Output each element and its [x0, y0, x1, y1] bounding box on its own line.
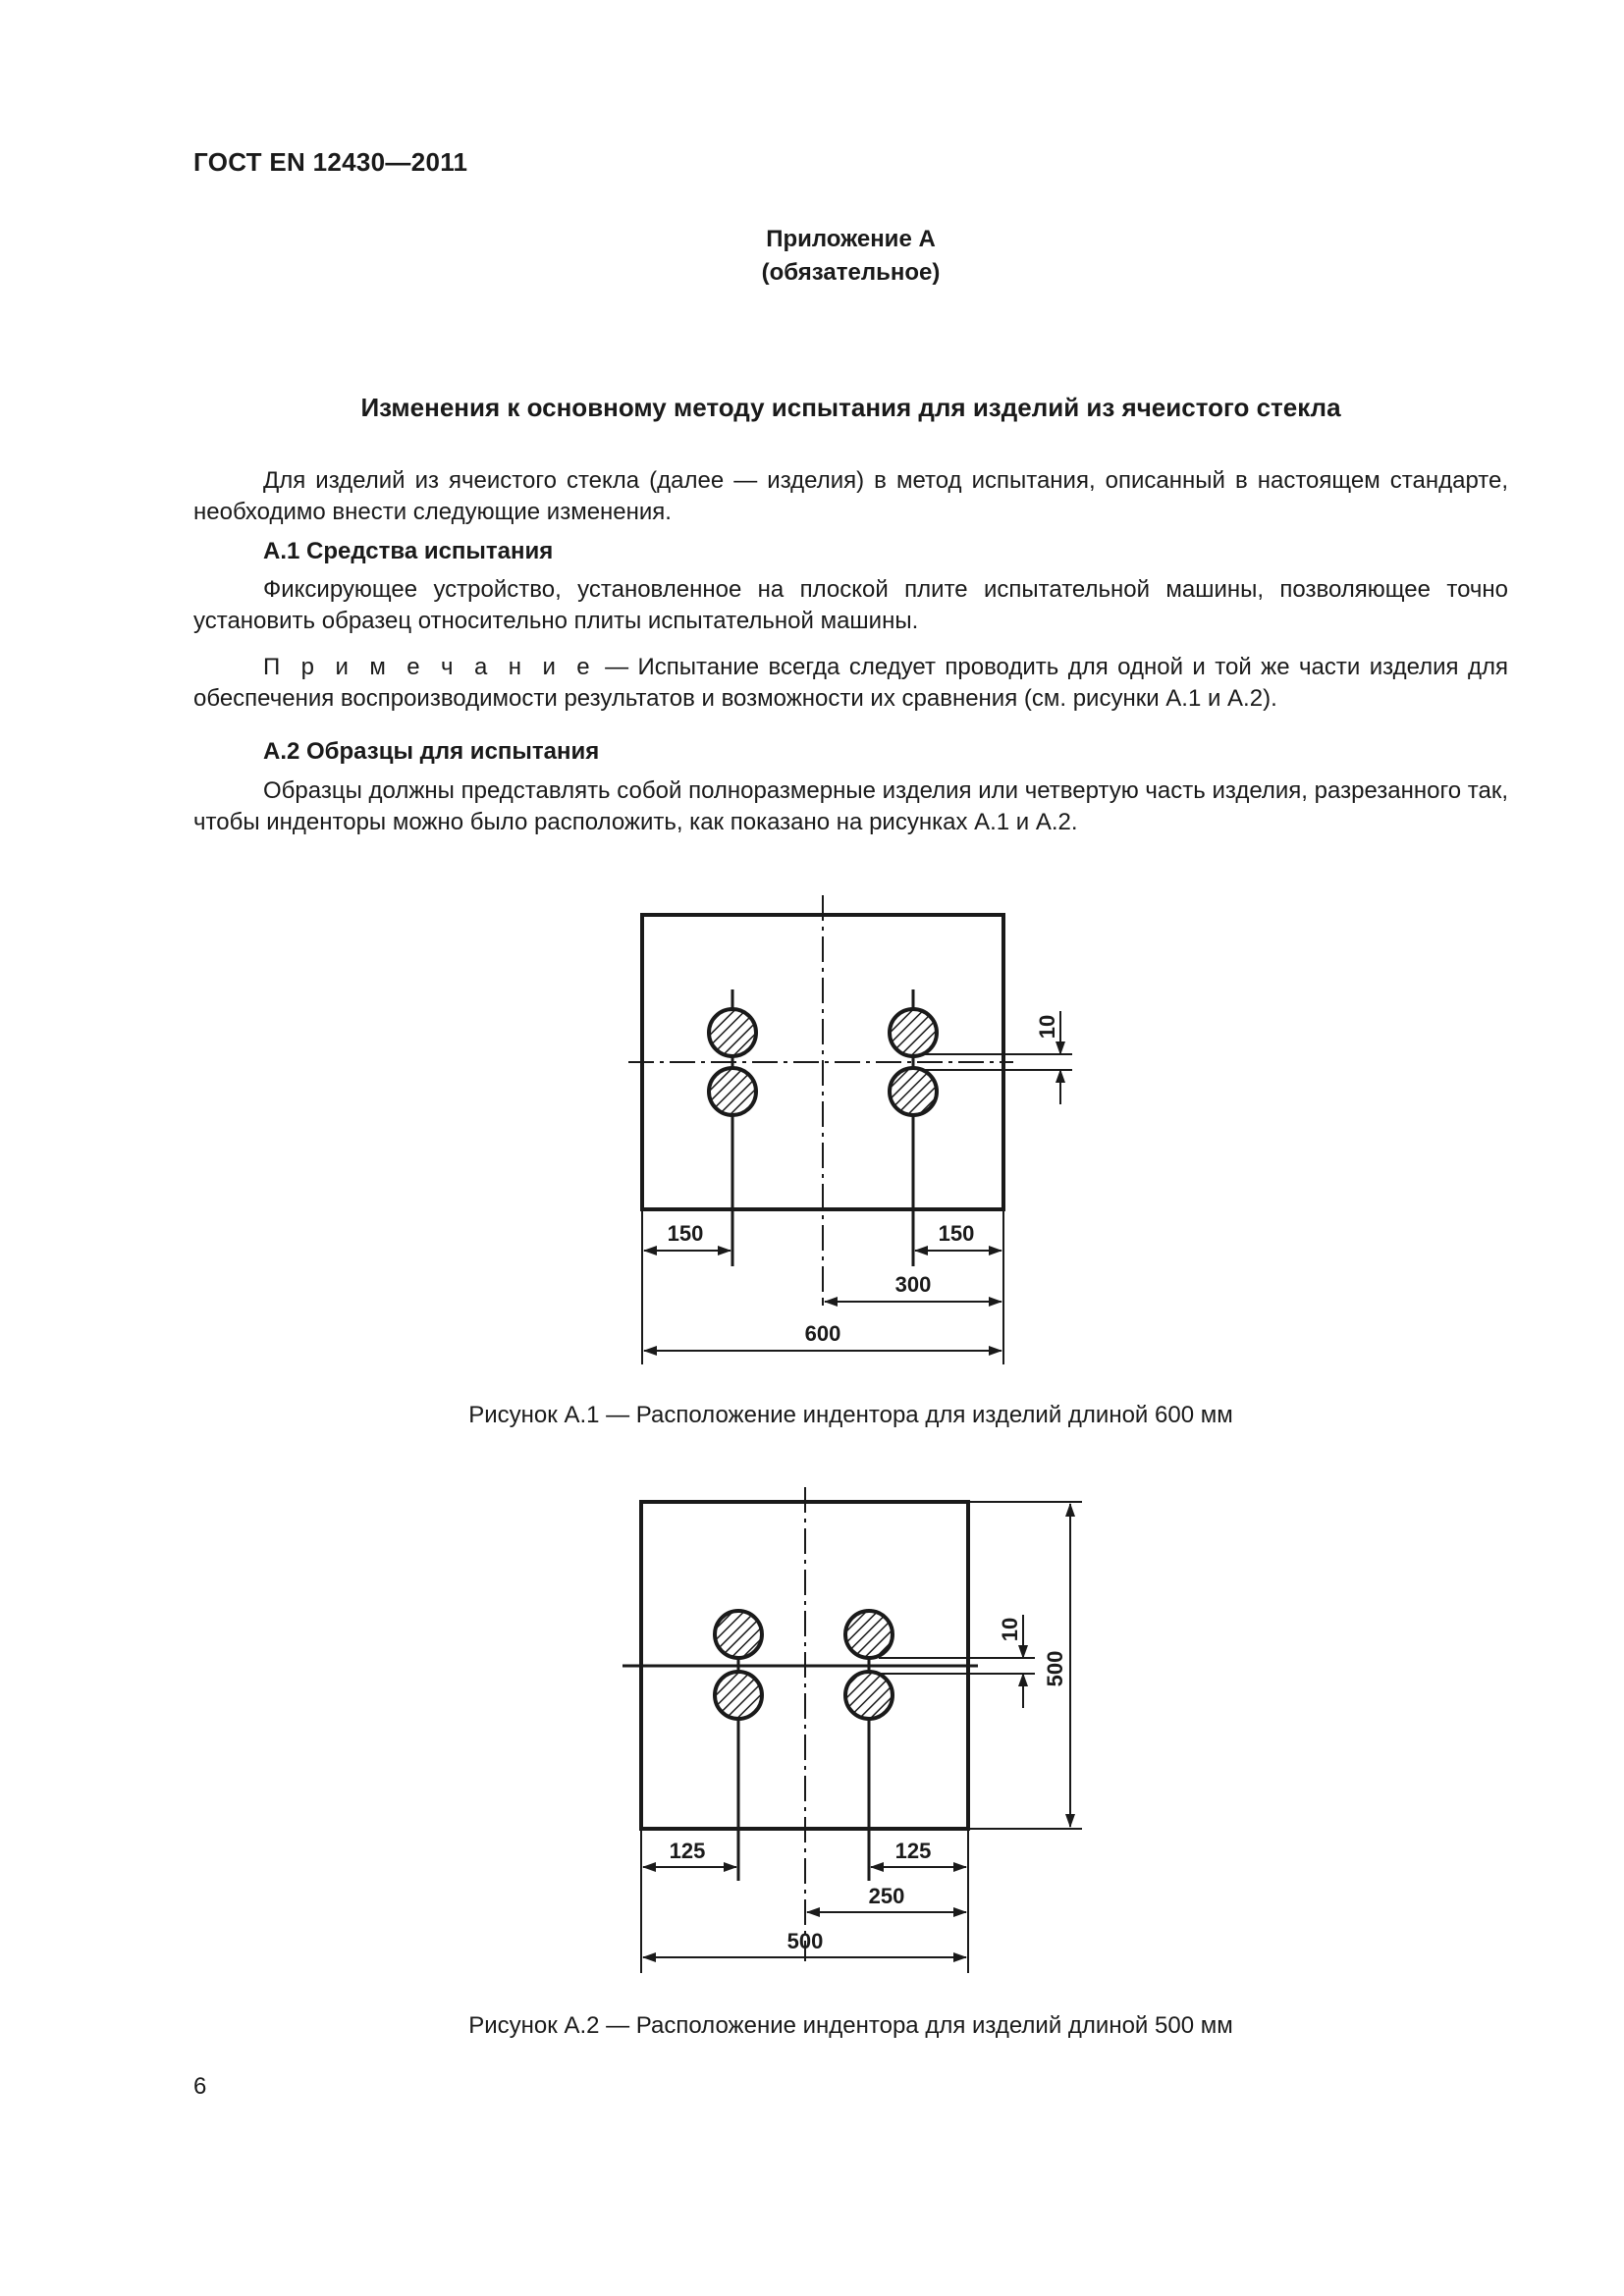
dim-label: 10 [1035, 1014, 1059, 1040]
indenter-circle [709, 1009, 756, 1056]
dim-label: 300 [894, 1272, 932, 1297]
a2-paragraph: Образцы должны представлять собой полноразмерные изделия или четвертую часть изделия, разрезанного так, чтобы инденторы можно было расположить, как показано на рисунках А.1 и А.2. [193, 777, 1508, 835]
dim-label: 600 [804, 1321, 841, 1346]
figure-a2-caption: Рисунок А.2 — Расположение индентора для изделий длиной 500 мм [468, 2012, 1233, 2039]
indenter-circle [890, 1068, 937, 1115]
section-title: Изменения к основному методу испытания для изделий из ячеистого стекла [360, 393, 1341, 422]
dim-label: 125 [669, 1839, 706, 1863]
indenter-circle [715, 1611, 762, 1658]
note-label: П р и м е ч а н и е [263, 654, 596, 680]
figure-a1-caption: Рисунок А.1 — Расположение индентора для изделий длиной 600 мм [468, 1402, 1233, 1428]
dim-label: 125 [894, 1839, 932, 1863]
dim-label: 150 [667, 1221, 704, 1246]
indenter-circle [715, 1672, 762, 1719]
indenter-circle [845, 1672, 893, 1719]
a1-paragraph: Фиксирующее устройство, установленное на плоской плите испытательной машины, позволяющее точно установить образец относительно плиты испытательной машины. [193, 576, 1508, 634]
dim-label: 150 [938, 1221, 975, 1246]
indenter-circle [845, 1611, 893, 1658]
annex-type: (обязательное) [761, 259, 941, 286]
a2-heading: А.2 Образцы для испытания [263, 738, 600, 765]
a1-heading: А.1 Средства испытания [263, 538, 554, 564]
indenter-circle [709, 1068, 756, 1115]
annex-title: Приложение А [766, 226, 936, 252]
dim-label: 10 [998, 1617, 1022, 1642]
indenter-circle [890, 1009, 937, 1056]
dim-label: 500 [786, 1929, 824, 1953]
page-number: 6 [193, 2073, 207, 2100]
intro-paragraph: Для изделий из ячеистого стекла (далее — изделия) в метод испытания, описанный в настоящем стандарте, необходимо внести следующие изменения. [193, 467, 1508, 525]
document-header: ГОСТ EN 12430—2011 [193, 147, 468, 177]
dim-label: 250 [868, 1884, 905, 1908]
dim-label: 500 [1043, 1650, 1067, 1687]
note-text: — Испытание всегда следует проводить для одной и той же части изделия для обеспечения воспроизводимости результатов и возможности их сравнения (см. рисунки А.1 и А.2). [193, 654, 1508, 712]
